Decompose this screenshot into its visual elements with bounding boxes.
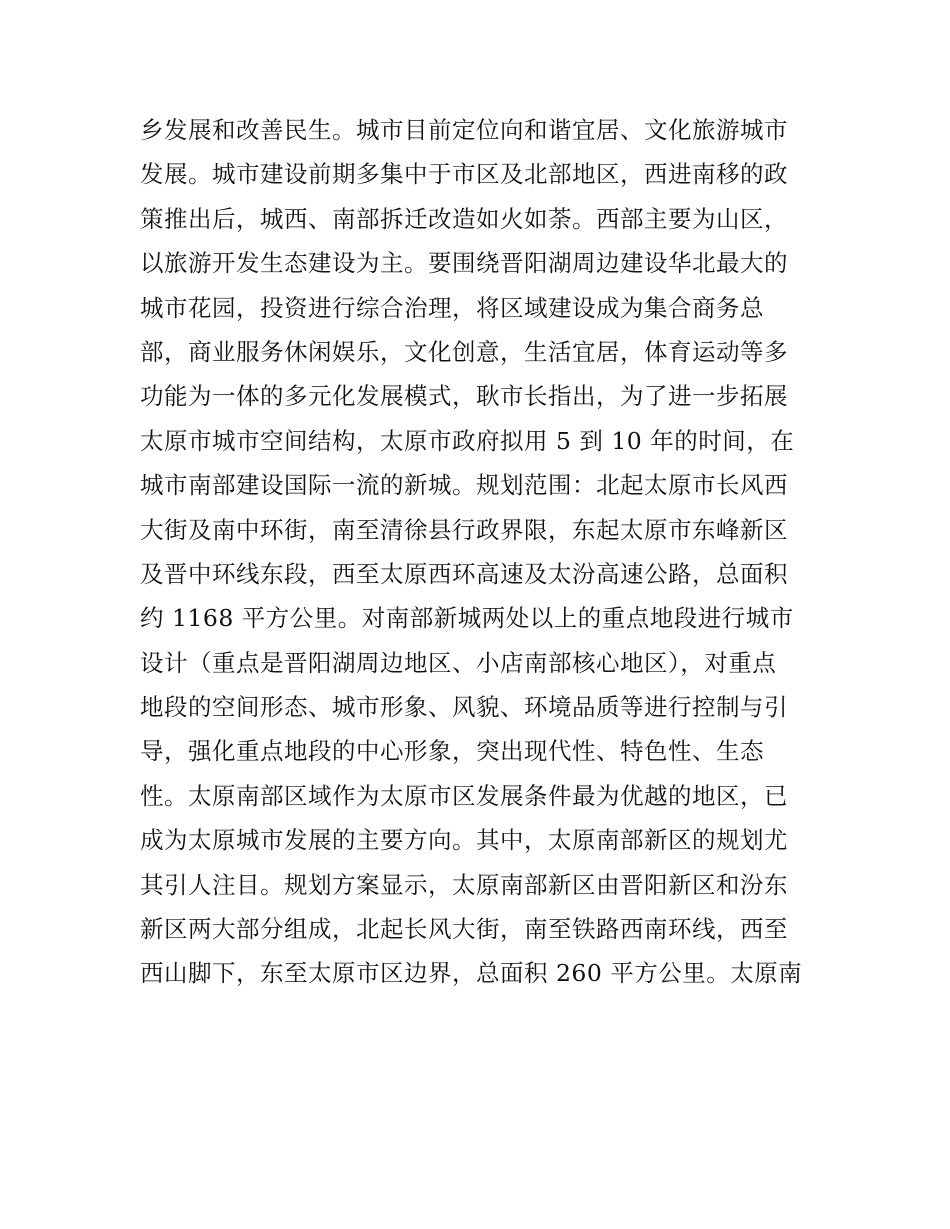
text-line: 发展。城市建设前期多集中于市区及北部地区，西进南移的政 (140, 160, 788, 189)
text-line: 地段的空间形态、城市形象、风貌、环境品质等进行控制与引 (140, 693, 788, 722)
text-line: 西山脚下，东至太原市区边界，总面积 260 平方公里。太原南 (140, 959, 803, 988)
text-line: 新区两大部分组成，北起长风大街，南至铁路西南环线，西至 (140, 915, 788, 944)
text-line: 城市花园，投资进行综合治理，将区域建设成为集合商务总 (140, 293, 764, 322)
text-line: 导，强化重点地段的中心形象，突出现代性、特色性、生态 (140, 737, 764, 766)
text-line: 城市南部建设国际一流的新城。规划范围：北起太原市长风西 (140, 471, 788, 500)
text-line: 大街及南中环街，南至清徐县行政界限，东起太原市东峰新区 (140, 515, 788, 544)
text-line: 其引人注目。规划方案显示，太原南部新区由晋阳新区和汾东 (140, 870, 788, 899)
text-line: 性。太原南部区域作为太原市区发展条件最为优越的地区，已 (140, 781, 788, 810)
text-line: 约 1168 平方公里。对南部新城两处以上的重点地段进行城市 (140, 604, 794, 633)
text-line: 部，商业服务休闲娱乐，文化创意，生活宜居，体育运动等多 (140, 337, 788, 366)
text-line: 设计（重点是晋阳湖周边地区、小店南部核心地区），对重点 (140, 648, 777, 677)
text-line: 成为太原城市发展的主要方向。其中，太原南部新区的规划尤 (140, 826, 788, 855)
text-line: 乡发展和改善民生。城市目前定位向和谐宜居、文化旅游城市 (140, 116, 788, 144)
text-line: 太原市城市空间结构，太原市政府拟用 5 到 10 年的时间，在 (140, 426, 795, 455)
text-line: 功能为一体的多元化发展模式，耿市长指出，为了进一步拓展 (140, 382, 788, 411)
text-line: 策推出后，城西、南部拆迁改造如火如荼。西部主要为山区， (140, 204, 788, 233)
text-line: 以旅游开发生态建设为主。要围绕晋阳湖周边建设华北最大的 (140, 249, 788, 278)
body-paragraph (140, 108, 820, 996)
text-line: 及晋中环线东段，西至太原西环高速及太汾高速公路，总面积 (140, 559, 788, 588)
